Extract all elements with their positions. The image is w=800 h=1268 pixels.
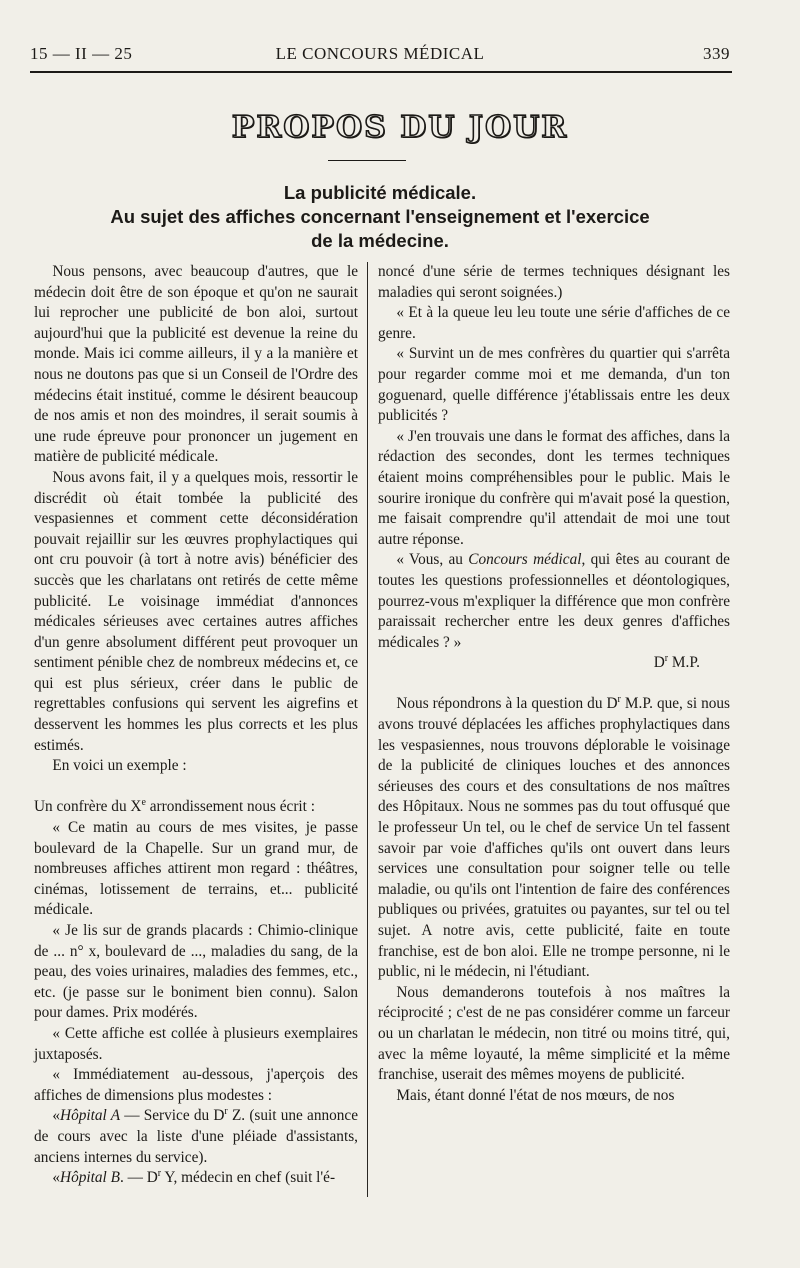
paragraph: noncé d'une série de termes techniques désignant les maladies qui seront soignées.) bbox=[378, 263, 730, 301]
paragraph: Nous demanderons toutefois à nos maîtres la réciprocité ; c'est de ne pas considérer comme un farceur ou un charlatan le médecin, non titré ou moins titré, qui, avec la même loyauté, la même simplicité et la même franchise, userait des mêmes moyens de publicité. bbox=[378, 983, 730, 1084]
paragraph: Nous avons fait, il y a quelques mois, ressortir le discrédit où était tombée la publicité des vespasiennes et comment cette déconsidération pouvait rejaillir sur les œuvres prophylactiques qui ont cru pouvoir (à tort à notre avis) bénéficier des succès que les charlatans ont retirés de cette même publicité. Le voisinage immédiat d'annonces médicales sérieuses avec certaines autres affiches d'un genre absolument différent peut provoquer un sentiment pénible chez de nombreux médecins et, ce qui est plus sérieux, créer dans le public de regrettables confusions qui servent les aigrefins et desservent les hommes les plus corrects et les plus estimés. bbox=[34, 468, 358, 754]
subtitle-line-1: La publicité médicale. bbox=[283, 182, 477, 203]
header-rule bbox=[30, 71, 732, 73]
paragraph: « Survint un de mes confrères du quartier qui s'arrêta pour regarder comme moi et me demanda, d'un ton goguenard, quelle différence j'établissais entre les deux publicités ? bbox=[378, 345, 730, 425]
paragraph: « Et à la queue leu leu toute une série d'affiches de ce genre. bbox=[378, 304, 730, 342]
issue-date: 15 — II — 25 bbox=[30, 44, 133, 63]
paragraph: En voici un exemple : bbox=[52, 757, 187, 775]
paragraph: Un confrère du Xe arrondissement nous écrit : bbox=[34, 797, 315, 816]
paragraph: « Immédiatement au-dessous, j'aperçois des affiches de dimensions plus modestes : bbox=[34, 1066, 358, 1104]
paragraph: Nous pensons, avec beaucoup d'autres, que le médecin doit être de son époque et qu'on ne saurait lui reprocher une publicité de bon aloi, surtout aujourd'hui que la publicité est devenue la reine du monde. Mais ici comme ailleurs, il y a la manière et nous ne doutons pas que si un Conseil de l'Ordre des médecins était institué, comme le désirent beaucoup de nos amis et non des moindres, il serait soumis à une rude épreuve pour prononcer un jugement en matière de publicité médicale. bbox=[34, 263, 358, 466]
section-title: PROPOS DU JOUR bbox=[231, 110, 569, 145]
subtitle-line-3: de la médecine. bbox=[311, 230, 449, 251]
subtitle-line-2: Au sujet des affiches concernant l'enseignement et l'exercice bbox=[110, 206, 650, 227]
paragraph: «Hôpital B. — $D^r$ Y, médecin en chef (suit l'é- bbox=[52, 1168, 336, 1187]
paragraph: « Ce matin au cours de mes visites, je passe boulevard de la Chapelle. Sur un grand mur, de nombreuses affiches attirent mon regard : théâtres, cinémas, lotissement de terrains, et... publicité médicale. bbox=[34, 819, 358, 919]
letter-signature: $D^r$ M.P. bbox=[653, 653, 700, 672]
title-divider bbox=[328, 160, 406, 161]
paragraph: « J'en trouvais une dans le format des affiches, dans la rédaction des secondes, dont les termes techniques étaient moins compréhensibles pour le public. Mais le sourire ironique du confrère qui m'avait posé la question, me faisait comprendre qu'il attendait de moi une tout autre réponse. bbox=[378, 427, 730, 548]
paragraph: Nous répondrons à la question du $D^r$ M.P. que, si nous avons trouvé déplacées les affiches prophylactiques dans les vespasiennes, nous trouvons déplorable le voisinage de la publicité de cliniques louches et des annonces sérieuses des cours et des consultations de nos maîtres des Hôpitaux. Nous ne sommes pas du tout offusqué que le professeur Un tel, ou le chef de service Un tel fassent savoir par voie d'affiches qu'ils ont ouvert dans leurs services une consultation pour soigner telle ou telle maladie, ou qu'ils ont l'intention de faire des conférences publiques ou privées, gratuites ou payantes, sur tel ou tel sujet. A notre avis, cette publicité, faite en toute franchise, est de bon aloi. Elle ne trompe personne, ni le public, ni le médecin, ni l'étudiant. bbox=[378, 694, 730, 981]
right-column bbox=[378, 262, 730, 1106]
page-number: 339 bbox=[703, 44, 730, 63]
paragraph: « Vous, au Concours médical, qui êtes au courant de toutes les questions professionnelles et déontologiques, pourrez-vous m'expliquer la différence que mon confrère paraissait rechercher entre les deux genres d'affiches médicales ? » bbox=[378, 551, 730, 651]
article-subtitle bbox=[30, 181, 730, 253]
paragraph: «Hôpital A — Service du $D^r$ Z. (suit une annonce de cours avec la liste d'une pléiade d'assistants, anciens internes du service). bbox=[34, 1106, 359, 1166]
paragraph: « Cette affiche est collée à plusieurs exemplaires juxtaposés. bbox=[34, 1024, 358, 1063]
column-divider bbox=[367, 262, 368, 1197]
running-header bbox=[30, 44, 730, 70]
left-column bbox=[34, 262, 358, 1189]
paragraph: « Je lis sur de grands placards : Chimio-clinique de ... n° x, boulevard de ..., maladies du sang, de la peau, des voies urinaires, maladies des femmes, etc., etc. (je passe sur le boniment bien connu). Salon pour dames. Prix modérés. bbox=[34, 922, 358, 1022]
paragraph: Mais, étant donné l'état de nos mœurs, de nos bbox=[396, 1086, 675, 1104]
journal-title: LE CONCOURS MÉDICAL bbox=[275, 44, 485, 63]
